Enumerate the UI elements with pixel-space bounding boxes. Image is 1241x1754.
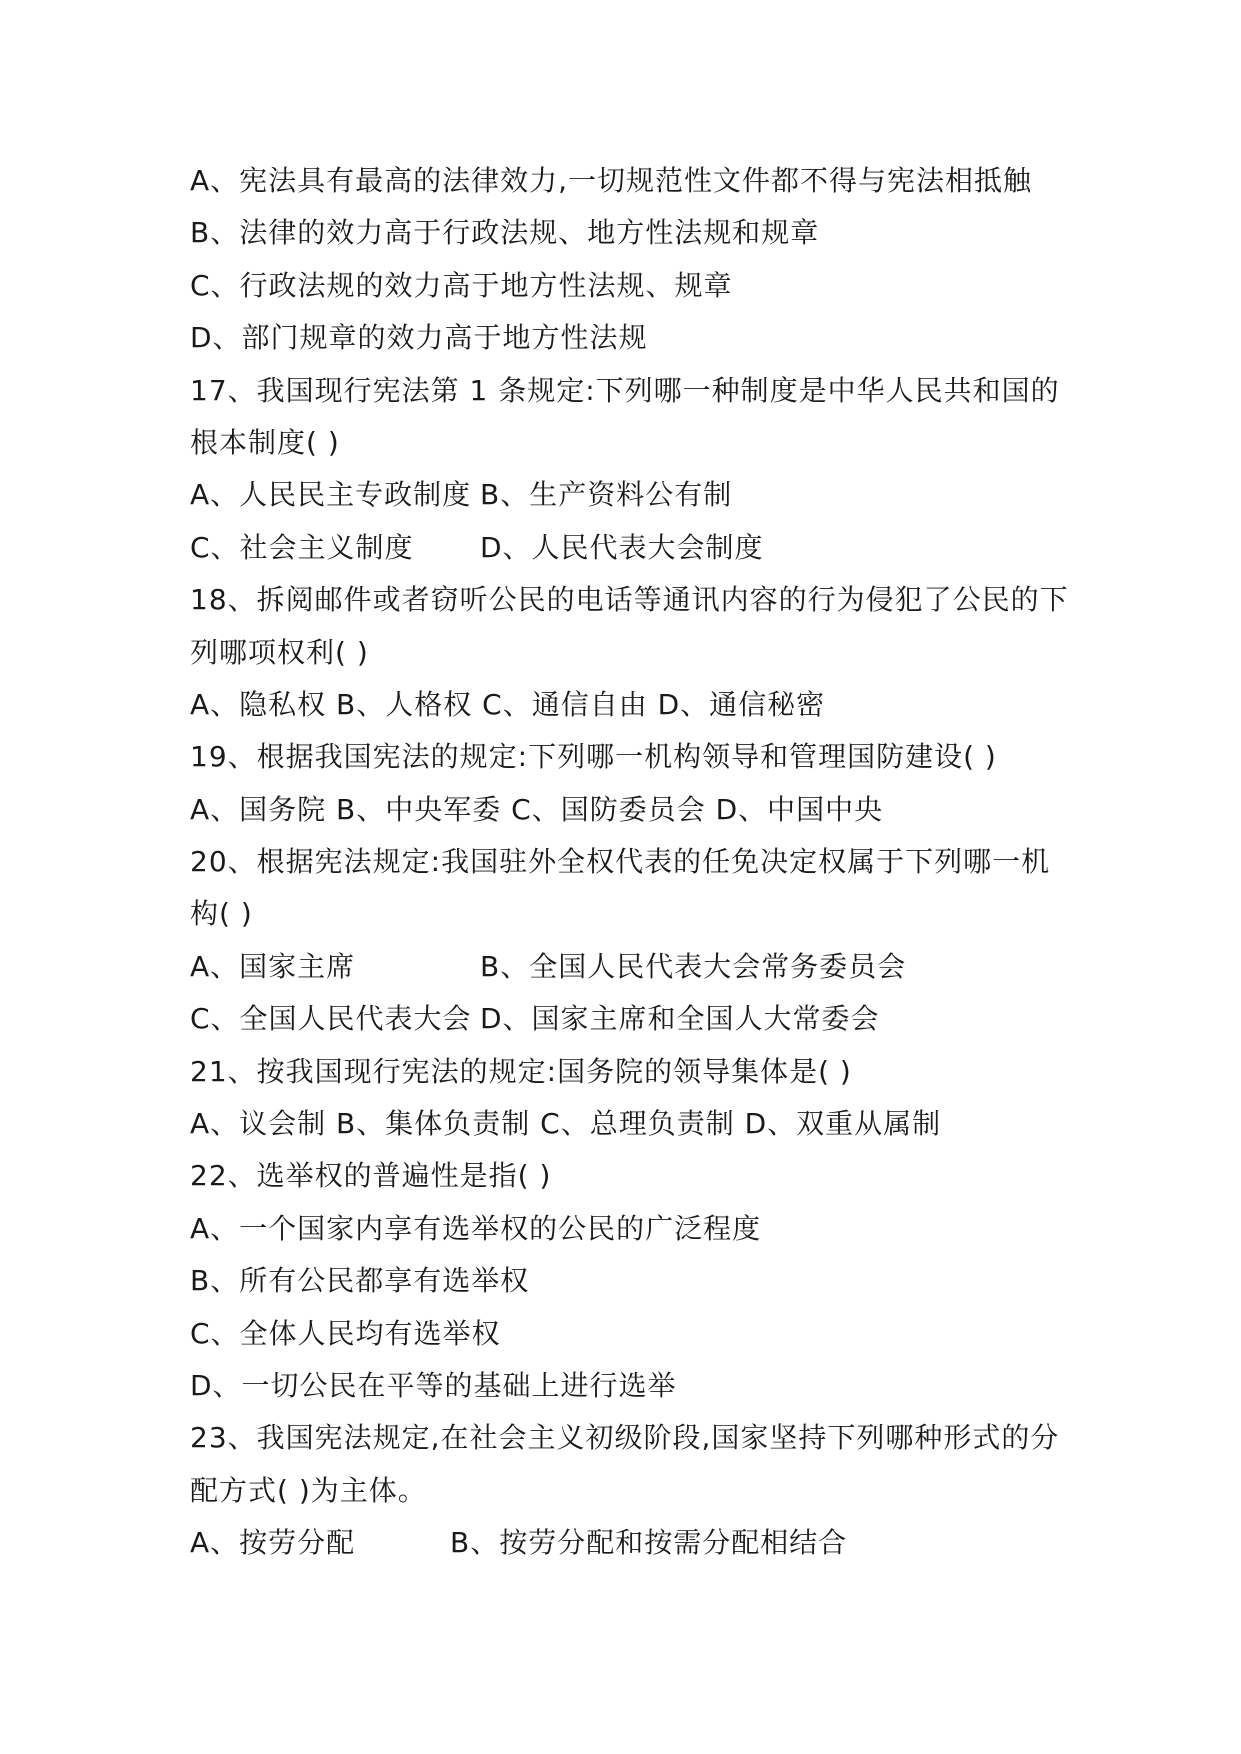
- options-row: A、国务院 B、中央军委 C、国防委员会 D、中国中央: [190, 792, 884, 826]
- option-b: B、全国人民代表大会常务委员会: [480, 949, 907, 983]
- option-b: B、按劳分配和按需分配相结合: [450, 1526, 848, 1560]
- option-a: A、人民民主专政制度: [190, 478, 472, 512]
- question-22: 22、选举权的普遍性是指( ): [190, 1159, 552, 1193]
- option-d: D、国家主席和全国人大常委会: [480, 1002, 880, 1036]
- text-line: 构( ): [190, 897, 253, 931]
- text-line: C、全体人民均有选举权: [190, 1316, 501, 1350]
- text-line: A、一个国家内享有选举权的公民的广泛程度: [190, 1211, 762, 1245]
- text-line: B、所有公民都享有选举权: [190, 1264, 530, 1298]
- question-23: 23、我国宪法规定,在社会主义初级阶段,国家坚持下列哪种形式的分: [190, 1421, 1060, 1455]
- text-line: 根本制度( ): [190, 425, 340, 459]
- options-row: [190, 941, 1090, 993]
- text-line: 列哪项权利( ): [190, 635, 369, 669]
- options-row: A、隐私权 B、人格权 C、通信自由 D、通信秘密: [190, 687, 826, 721]
- text-line: B、法律的效力高于行政法规、地方性法规和规章: [190, 216, 820, 250]
- options-row: [190, 522, 1090, 574]
- options-row: A、议会制 B、集体负责制 C、总理负责制 D、双重从属制: [190, 1107, 942, 1141]
- options-row: [190, 1517, 1090, 1569]
- option-a: A、国家主席: [190, 949, 356, 983]
- question-20: 20、根据宪法规定:我国驻外全权代表的任免决定权属于下列哪一机: [190, 845, 1051, 879]
- option-a: A、按劳分配: [190, 1526, 356, 1560]
- option-b: B、生产资料公有制: [480, 478, 733, 512]
- question-18: 18、拆阅邮件或者窃听公民的电话等通讯内容的行为侵犯了公民的下: [190, 583, 1069, 617]
- option-c: C、社会主义制度: [190, 530, 414, 564]
- question-17: 17、我国现行宪法第 1 条规定:下列哪一种制度是中华人民共和国的: [190, 373, 1060, 407]
- text-line: A、宪法具有最高的法律效力,一切规范性文件都不得与宪法相抵触: [190, 164, 1033, 197]
- text-line: D、部门规章的效力高于地方性法规: [190, 321, 648, 355]
- text-line: C、行政法规的效力高于地方性法规、规章: [190, 268, 733, 302]
- options-row: [190, 993, 1090, 1045]
- question-19: 19、根据我国宪法的规定:下列哪一机构领导和管理国防建设( ): [190, 740, 997, 774]
- question-21: 21、按我国现行宪法的规定:国务院的领导集体是( ): [190, 1054, 852, 1088]
- option-c: C、全国人民代表大会: [190, 1002, 472, 1036]
- options-row: [190, 469, 1090, 521]
- option-d: D、人民代表大会制度: [480, 530, 764, 564]
- text-line: D、一切公民在平等的基础上进行选举: [190, 1368, 677, 1402]
- text-line: 配方式( )为主体。: [190, 1473, 427, 1507]
- text-body: [190, 155, 1090, 1570]
